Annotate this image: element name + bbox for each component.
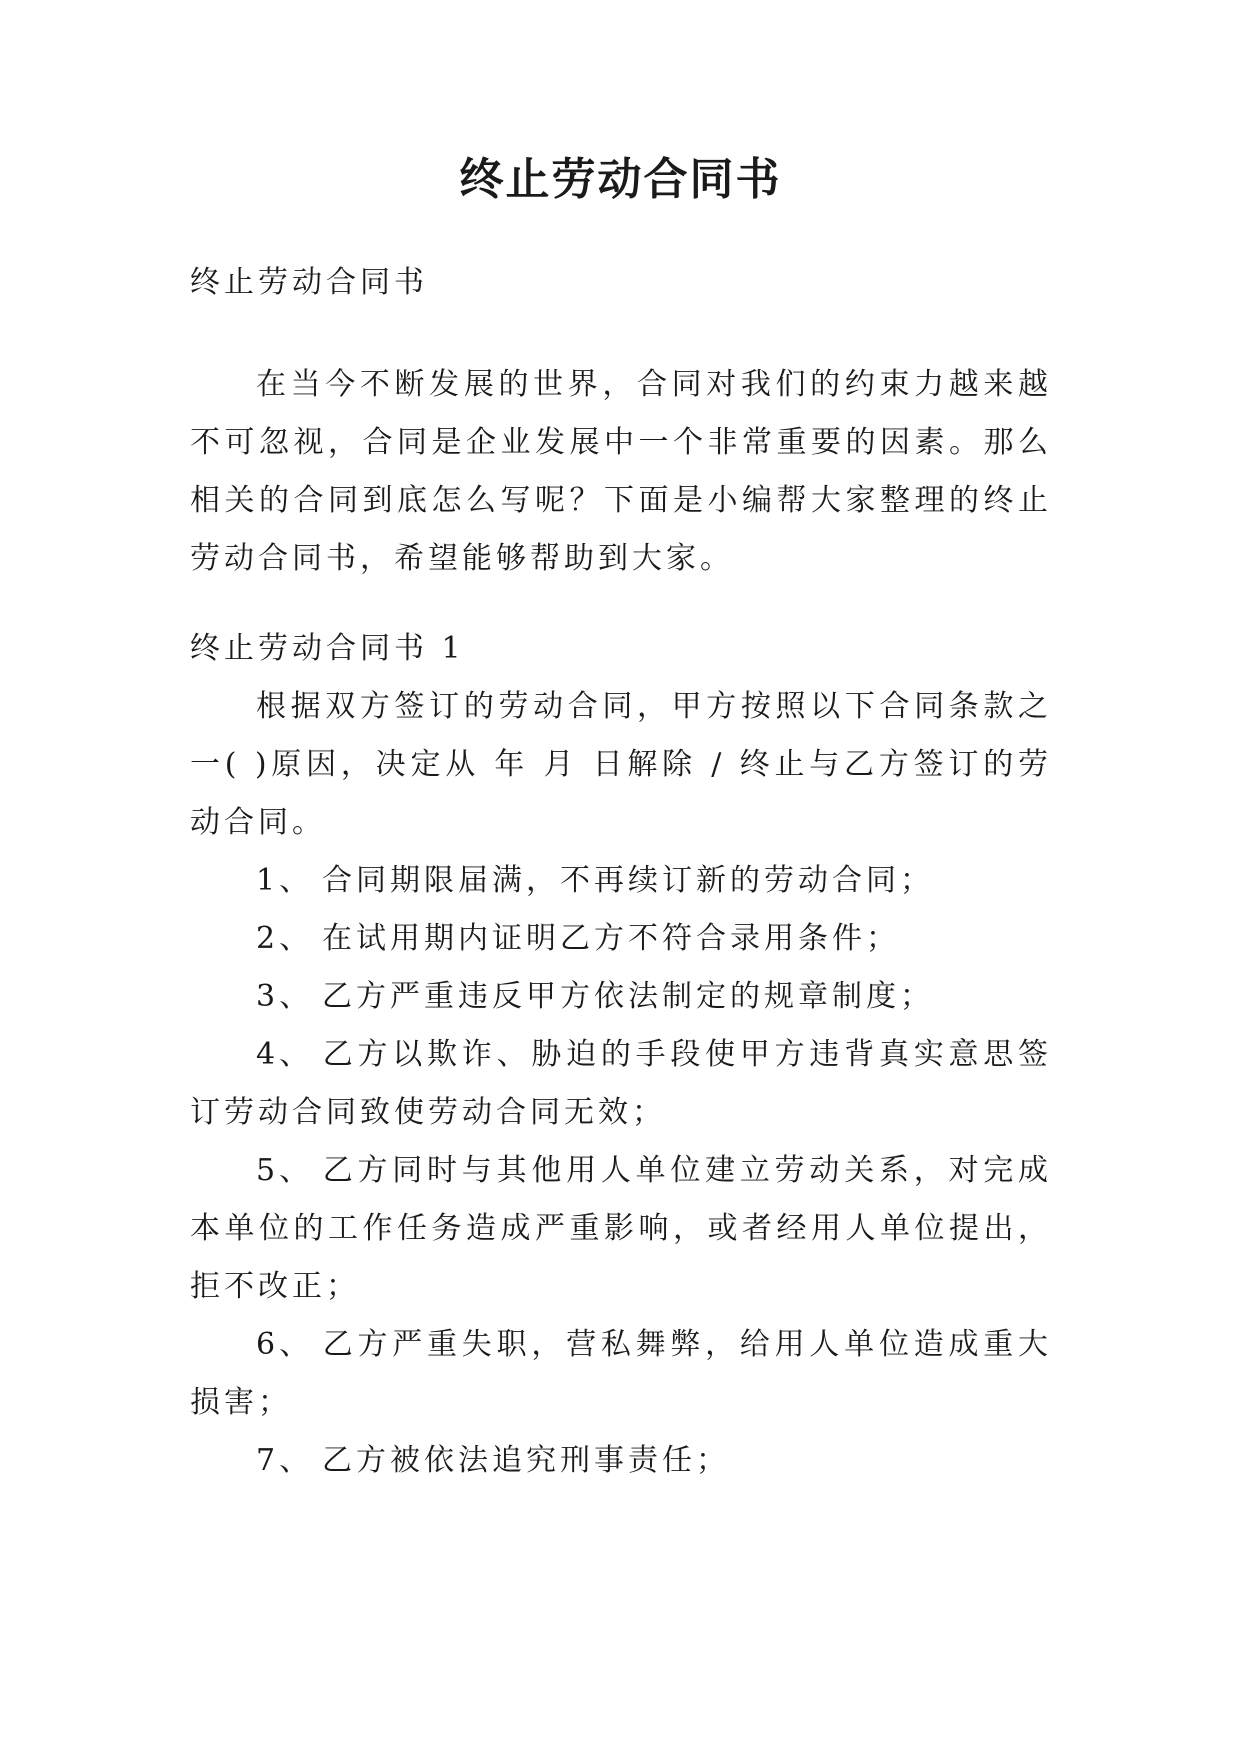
clause-item (190, 852, 1052, 910)
document-title: 终止劳动合同书 (459, 154, 782, 205)
document-subtitle: 终止劳动合同书 (190, 265, 428, 300)
section-intro-paragraph: 根据双方签订的劳动合同，甲方按照以下合同条款之一( )原因，决定从 年 月 日解除 / 终止与乙方签订的劳动合同。 (190, 689, 1052, 840)
intro-paragraph: 在当今不断发展的世界，合同对我们的约束力越来越不可忽视，合同是企业发展中一个非常重要的因素。那么相关的合同到底怎么写呢？下面是小编帮大家整理的终止劳动合同书，希望能够帮助到大家。 (190, 367, 1052, 576)
clause-number: 1、 (256, 863, 314, 898)
clause-text: 乙方以欺诈、胁迫的手段使甲方违背真实意思签订劳动合同致使劳动合同无效； (190, 1037, 1052, 1130)
clause-text: 乙方严重失职，营私舞弊，给用人单位造成重大损害； (190, 1327, 1052, 1420)
clause-item (190, 1026, 1052, 1142)
clause-number: 3、 (256, 979, 314, 1014)
clause-text: 乙方被依法追究刑事责任； (322, 1443, 730, 1478)
clause-number: 6、 (256, 1327, 314, 1362)
clause-text: 合同期限届满，不再续订新的劳动合同； (322, 863, 934, 898)
clause-number: 4、 (256, 1037, 314, 1072)
clause-text: 在试用期内证明乙方不符合录用条件； (322, 921, 900, 956)
clause-text: 乙方同时与其他用人单位建立劳动关系，对完成本单位的工作任务造成严重影响，或者经用人单位提出，拒不改正； (190, 1153, 1052, 1304)
clause-number: 7、 (256, 1443, 314, 1478)
clause-item (190, 1432, 1052, 1490)
clause-number: 2、 (256, 921, 314, 956)
clause-text: 乙方严重违反甲方依法制定的规章制度； (322, 979, 934, 1014)
clause-number: 5、 (256, 1153, 314, 1188)
clause-item (190, 1142, 1052, 1316)
clause-item (190, 1316, 1052, 1432)
clause-item (190, 910, 1052, 968)
clause-item (190, 968, 1052, 1026)
section-heading: 终止劳动合同书 1 (190, 631, 465, 666)
